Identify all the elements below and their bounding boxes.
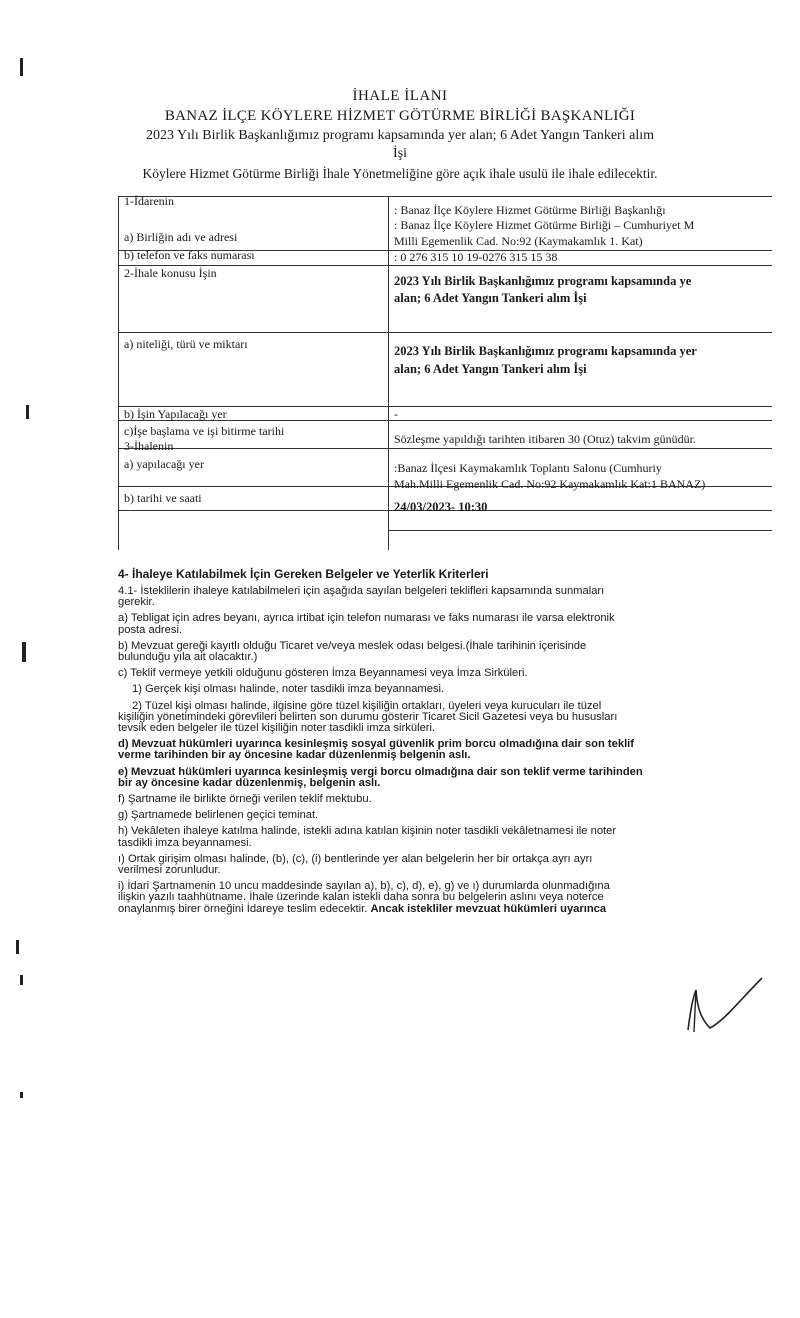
paragraph: c) Teklif vermeye yetkili olduğunu gösteren İmza Beyannamesi veya İmza Sirküleri. xyxy=(118,667,528,680)
table-divider xyxy=(388,530,772,531)
row-label: 2-İhale konusu İşin xyxy=(124,266,217,280)
paragraph: tevsik eden belgeler ile tüzel kişiliğin noter tasdikli imza sirküleri. xyxy=(118,722,436,735)
paragraph: 4.1- İsteklilerin ihaleye katılabilmeleri için aşağıda sayılan belgeleri teklifleri kapsamında sunmaları xyxy=(118,585,605,597)
table-divider xyxy=(118,332,772,333)
organization-name: BANAZ İLÇE KÖYLERE HİZMET GÖTÜRME BİRLİĞİ BAŞKANLIĞI xyxy=(164,108,636,124)
row-value: 24/03/2023- 10:30 xyxy=(394,500,488,514)
paragraph: i) İdari Şartnamenin 10 uncu maddesinde sayılan a), b), c), d), e), g) ve ı) durumlarda olunmadığına xyxy=(118,880,610,893)
row-value: : Banaz İlçe Köylere Hizmet Götürme Birliği Başkanlığı xyxy=(394,203,666,217)
paragraph: 1) Gerçek kişi olması halinde, noter tasdikli imza beyannamesi. xyxy=(132,683,445,696)
paragraph: verme tarihinden bir ay öncesine kadar düzenlenmiş belgenin aslı. xyxy=(118,749,471,762)
scan-mark xyxy=(20,975,23,985)
row-value: Sözleşme yapıldığı tarihten itibaren 30 (Otuz) takvim günüdür. xyxy=(394,432,696,446)
row-value: 2023 Yılı Birlik Başkanlığımız programı kapsamında ye xyxy=(394,274,692,288)
paragraph: ilişkin yazılı taahhütname. İhale üzerinde kalan istekli daha sonra bu belgelerin aslını veya noterce xyxy=(118,891,604,904)
requirements-section xyxy=(118,568,742,915)
paragraph: e) Mevzuat hükümleri uyarınca kesinleşmiş vergi borcu olmadığına dair son teklif verme tarihinden xyxy=(118,765,643,778)
signature xyxy=(670,970,770,1040)
scan-mark xyxy=(20,58,23,76)
subject-line: 2023 Yılı Birlik Başkanlığımız programı kapsamında yer alan; 6 Adet Yangın Tankeri alım xyxy=(146,128,654,143)
scan-mark xyxy=(16,940,19,954)
subject-line: İşi xyxy=(393,146,407,161)
row-label: b) İşin Yapılacağı yer xyxy=(124,407,227,421)
paragraph xyxy=(118,904,742,915)
row-value: : Banaz İlçe Köylere Hizmet Götürme Birliği – Cumhuriyet M xyxy=(394,218,695,232)
scan-mark xyxy=(20,1092,23,1098)
row-label: b) tarihi ve saati xyxy=(124,491,202,505)
paragraph: bulunduğu yıla ait olacaktır.) xyxy=(118,651,258,664)
row-value: Milli Egemenlik Cad. No:92 (Kaymakamlık 1. Kat) xyxy=(394,234,643,248)
paragraph: f) Şartname ile birlikte örneği verilen teklif mektubu. xyxy=(118,793,372,806)
paragraph: verilmesi zorunludur. xyxy=(118,864,221,877)
row-value: alan; 6 Adet Yangın Tankeri alım İşi xyxy=(394,291,587,305)
row-value: 2023 Yılı Birlik Başkanlığımız programı kapsamında yer xyxy=(394,344,697,358)
paragraph-text-bold: Ancak istekliler mevzuat hükümleri uyarınca xyxy=(370,902,607,915)
paragraph: kişiliğin yönetimindeki görevlileri belirten son durumu gösterir Ticaret Sicil Gazetesi veya bu hususları xyxy=(118,710,618,723)
row-value: : 0 276 315 10 19-0276 315 15 38 xyxy=(394,250,558,264)
paragraph: g) Şartnamede belirlenen geçici teminat. xyxy=(118,809,319,822)
paragraph: h) Vekâleten ihaleye katılma halinde, istekli adına katılan kişinin noter tasdikli vekâletnamesi ile noter xyxy=(118,825,617,838)
table-divider xyxy=(118,448,772,449)
paragraph: gerekir. xyxy=(118,596,155,609)
procedure-line: Köylere Hizmet Götürme Birliği İhale Yönetmeliğine göre açık ihale usulü ile ihale edilecektir. xyxy=(142,166,658,181)
paragraph: 2) Tüzel kişi olması halinde, ilgisine göre tüzel kişiliğin ortakları, üyeleri veya kurucuları ile tüzel xyxy=(132,699,602,712)
paragraph: b) Mevzuat gereği kayıtlı olduğu Ticaret ve/veya meslek odası belgesi.(İhale tarihinin içerisinde xyxy=(118,639,587,652)
scan-mark xyxy=(22,642,26,662)
paragraph-text: onaylanmış birer örneğini İdareye teslim edecektir. xyxy=(118,902,371,915)
row-value: alan; 6 Adet Yangın Tankeri alım İşi xyxy=(394,362,587,376)
row-label: b) telefon ve faks numarası xyxy=(124,248,255,262)
paragraph: a) Tebligat için adres beyanı, ayrıca irtibat için telefon numarası ve faks numarası ile varsa elektronik xyxy=(118,612,615,625)
row-value: Mah.Milli Egemenlik Cad. No:92 Kaymakamlık Kat:1 BANAZ) xyxy=(394,477,706,491)
paragraph: tasdikli imza beyannamesi. xyxy=(118,836,252,849)
row-value: :Banaz İlçesi Kaymakamlık Toplantı Salonu (Cumhuriy xyxy=(394,461,662,475)
scan-mark xyxy=(26,405,29,419)
row-label: c)İşe başlama ve işi bitirme tarihi xyxy=(124,424,285,438)
row-label: a) niteliği, türü ve miktarı xyxy=(124,337,248,351)
paragraph: d) Mevzuat hükümleri uyarınca kesinleşmiş sosyal güvenlik prim borcu olmadığına dair son teklif xyxy=(118,738,635,751)
row-label: 3-İhalenin xyxy=(124,439,174,453)
row-label: 1-İdarenin xyxy=(124,194,174,208)
row-label: a) yapılacağı yer xyxy=(124,457,204,471)
paragraph: bir ay öncesine kadar düzenlenmiş, belgenin aslı. xyxy=(118,776,381,789)
notice-title: İHALE İLANI xyxy=(352,88,448,104)
tender-info-table xyxy=(118,190,772,552)
paragraph: ı) Ortak girişim olması halinde, (b), (c), (i) bentlerinde yer alan belgelerin her bir ortakça ayrı ayrı xyxy=(118,852,593,865)
row-label: a) Birliğin adı ve adresi xyxy=(124,230,238,244)
section-title: 4- İhaleye Katılabilmek İçin Gereken Belgeler ve Yeterlik Kriterleri xyxy=(118,567,489,581)
paragraph: posta adresi. xyxy=(118,623,183,636)
row-value: - xyxy=(394,407,398,421)
table-border xyxy=(118,196,772,197)
